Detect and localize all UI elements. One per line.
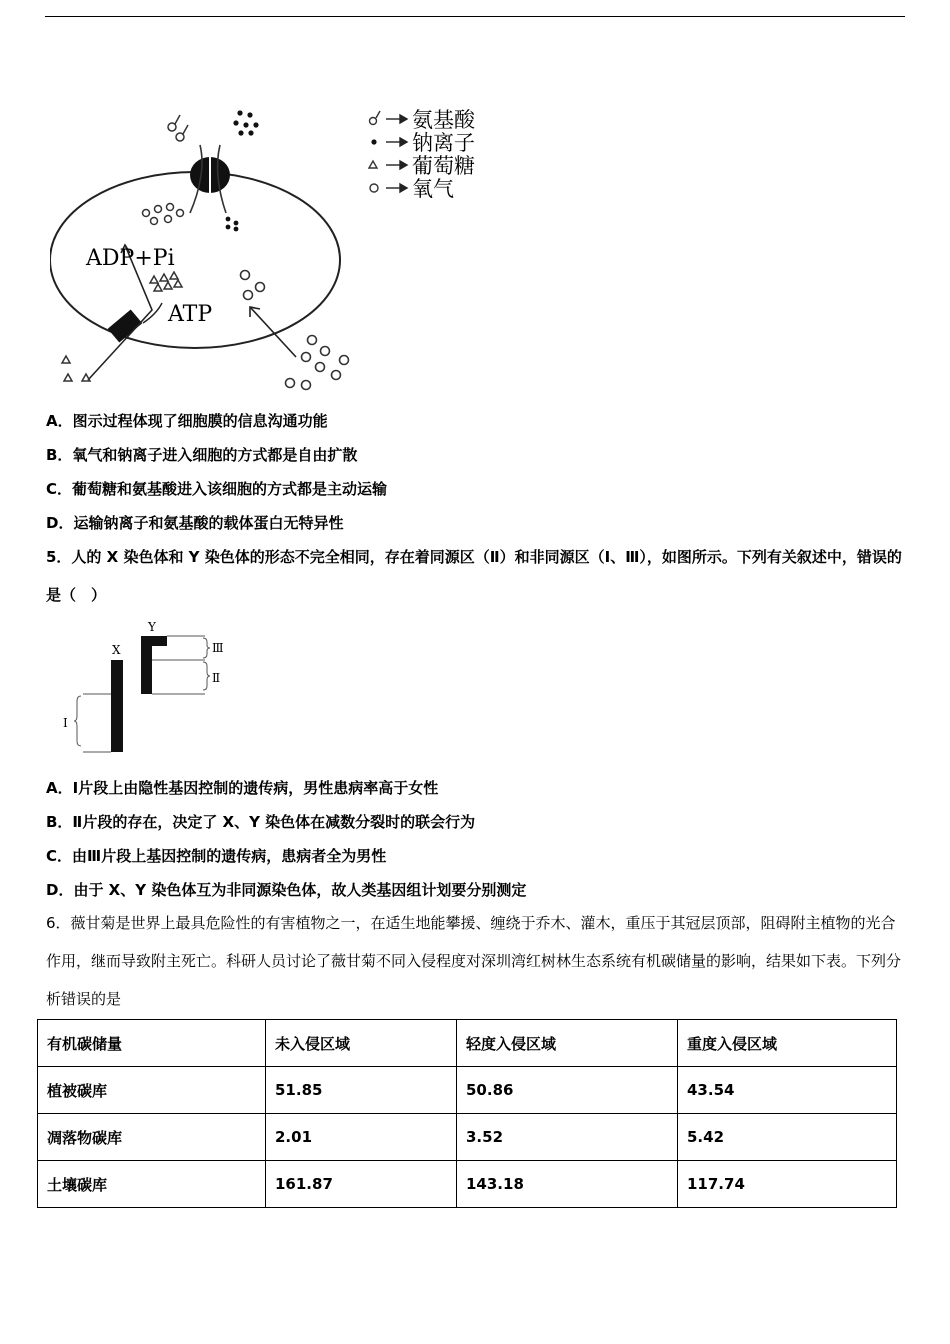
legend-label-glucose: 葡萄糖 (412, 154, 475, 178)
table-cell: 3.52 (457, 1114, 678, 1161)
q6-stem: 6．薇甘菊是世界上最具危险性的有害植物之一，在适生地能攀援、缠绕于乔木、灌木，重压于其冠层顶部，阻碍附主植物的光合作用，继而导致附主死亡。科研人员讨论了薇甘菊不同入侵程度对深圳湾红树林生态系统有机碳储量的影响，结果如下表。下列分析错误的是 (46, 914, 902, 1008)
table-cell: 2.01 (266, 1114, 457, 1161)
amino-acid-icon (370, 111, 381, 125)
xy-chromosome-figure (55, 618, 235, 758)
x-chromosome (111, 660, 123, 752)
q5-stem: 5．人的 X 染色体和 Y 染色体的形态不完全相同，存在着同源区（Ⅱ）和非同源区（Ⅰ、Ⅲ），如图所示。下列有关叙述中，错误的是（ ） (46, 548, 902, 604)
sodium-ion-icon (371, 139, 376, 144)
glucose-icon (369, 161, 377, 168)
region-3-label: Ⅲ (212, 641, 224, 655)
legend-label-oxygen: 氧气 (412, 177, 454, 201)
table-cell: 117.74 (678, 1161, 897, 1208)
table-cell: 凋落物碳库 (38, 1114, 266, 1161)
table-header-row (38, 1020, 897, 1067)
q4-option-b: B．氧气和钠离子进入细胞的方式都是自由扩散 (46, 446, 358, 464)
amino-acids-outside (168, 115, 188, 141)
amino-acids-inside (143, 204, 184, 225)
y-label: Y (148, 620, 156, 634)
table-header-cell: 重度入侵区域 (678, 1020, 897, 1067)
q4-option-c: C．葡萄糖和氨基酸进入该细胞的方式都是主动运输 (46, 480, 388, 498)
sodium-ions-outside (233, 110, 258, 135)
table-cell: 50.86 (457, 1067, 678, 1114)
channel-protein (190, 145, 230, 213)
table-header-cell: 有机碳储量 (38, 1020, 266, 1067)
figure-legend (369, 108, 476, 201)
y-chromosome-arm (141, 636, 167, 646)
table-cell: 植被碳库 (38, 1067, 266, 1114)
header-rule (45, 16, 905, 17)
table-cell: 土壤碳库 (38, 1161, 266, 1208)
carbon-storage-table (37, 1019, 897, 1208)
sodium-ions-inside (226, 217, 239, 232)
glucose-outside (62, 356, 90, 381)
q5-option-a: A．Ⅰ片段上由隐性基因控制的遗传病，男性患病率高于女性 (46, 779, 439, 797)
region-2-label: Ⅱ (212, 671, 221, 685)
q5-option-c: C．由Ⅲ片段上基因控制的遗传病，患病者全为男性 (46, 847, 387, 865)
q5-option-d: D．由于 X、Y 染色体互为非同源染色体，故人类基因组计划要分别测定 (46, 881, 527, 899)
atp-label: ATP (168, 302, 213, 327)
glucose-inside (150, 272, 182, 291)
table-header-cell: 轻度入侵区域 (457, 1020, 678, 1067)
table-cell: 5.42 (678, 1114, 897, 1161)
legend-label-sodium: 钠离子 (412, 131, 475, 155)
table-cell: 51.85 (266, 1067, 457, 1114)
table-cell: 143.18 (457, 1161, 678, 1208)
table-row (38, 1067, 897, 1114)
q4-option-a: A．图示过程体现了细胞膜的信息沟通功能 (46, 412, 328, 430)
q4-option-d: D．运输钠离子和氨基酸的载体蛋白无特异性 (46, 514, 344, 532)
region-1-label: Ⅰ (63, 716, 68, 730)
table-cell: 43.54 (678, 1067, 897, 1114)
legend-label-amino: 氨基酸 (412, 108, 475, 132)
adp-label: ADP+Pi (86, 246, 175, 271)
oxygen-icon (370, 184, 378, 192)
x-label: X (112, 643, 121, 657)
q5-option-b: B．Ⅱ片段的存在，决定了 X、Y 染色体在减数分裂时的联会行为 (46, 813, 476, 831)
table-row (38, 1114, 897, 1161)
table-header-cell: 未入侵区域 (266, 1020, 457, 1067)
cell-transport-figure (50, 95, 490, 395)
table-row (38, 1161, 897, 1208)
table-cell: 161.87 (266, 1161, 457, 1208)
